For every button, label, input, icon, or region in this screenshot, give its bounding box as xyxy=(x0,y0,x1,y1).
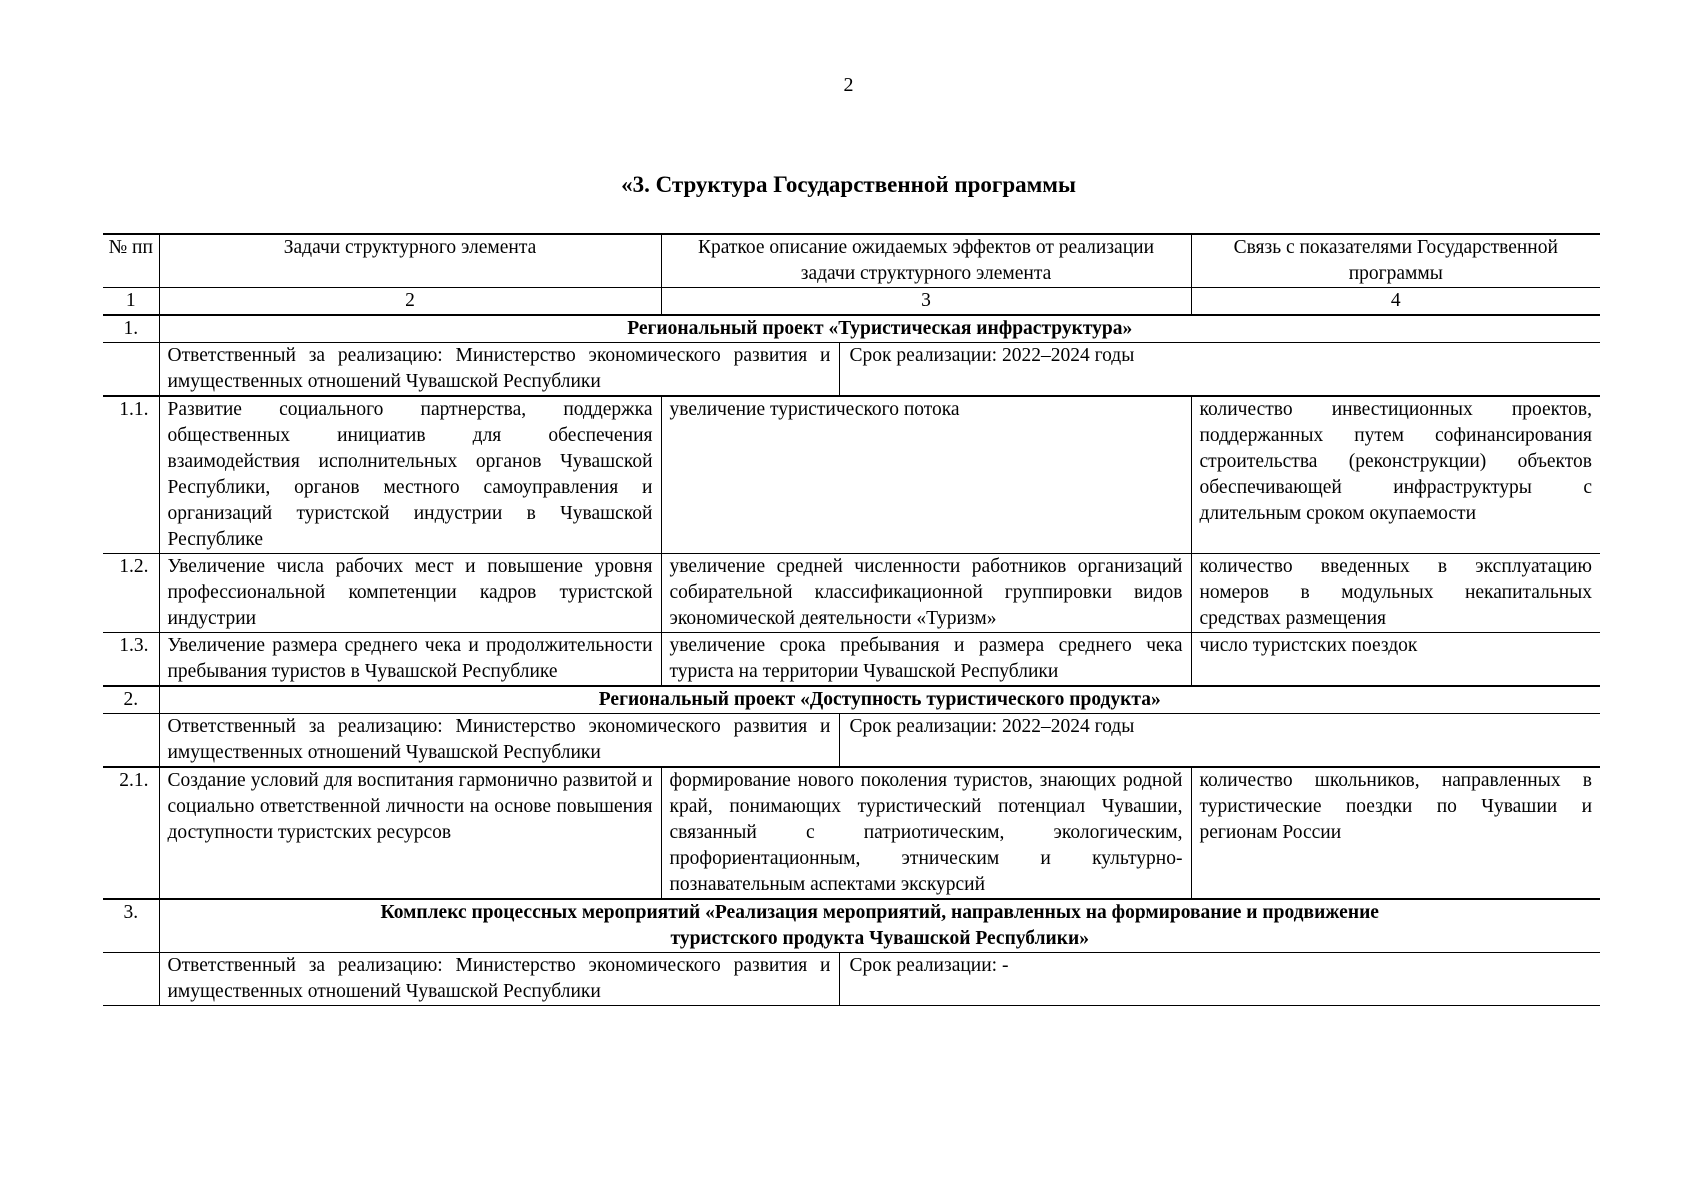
effect-text: увеличение туристического потока xyxy=(661,396,1191,554)
row-number: 1.3. xyxy=(103,633,159,687)
section-number: 3. xyxy=(103,899,159,953)
task-text: Создание условий для воспитания гармонично развитой и социально ответственной личности на основе повышения доступности туристских ресурсов xyxy=(159,767,661,899)
table-header-row xyxy=(103,234,1600,288)
task-text: Увеличение размера среднего чека и продолжительности пребывания туристов в Чувашской Республике xyxy=(159,633,661,687)
responsible-row xyxy=(103,343,1600,397)
task-text: Развитие социального партнерства, поддержка общественных инициатив для обеспечения взаимодействия исполнительных органов Чувашской Республики, органов местного самоуправления и организаций туристской индустрии в Чувашской Республике xyxy=(159,396,661,554)
responsible-cell xyxy=(159,953,1600,1006)
task-row xyxy=(103,767,1600,899)
section-number: 1. xyxy=(103,315,159,343)
term-text: Срок реализации: - xyxy=(849,955,1009,976)
effect-text: увеличение срока пребывания и размера среднего чека туриста на территории Чувашской Республики xyxy=(661,633,1191,687)
header-tasks: Задачи структурного элемента xyxy=(159,234,661,288)
document-title: «3. Структура Государственной программы xyxy=(621,172,1076,197)
task-row xyxy=(103,633,1600,687)
column-number: 3 xyxy=(661,288,1191,316)
section-number: 2. xyxy=(103,686,159,714)
responsible-row xyxy=(103,953,1600,1006)
section-row xyxy=(103,899,1600,953)
task-row xyxy=(103,396,1600,554)
effect-text: формирование нового поколения туристов, знающих родной край, понимающих туристический потенциал Чувашии, связанный с патриотическим, экологическим, профориентационным, этническим и культурно-познавательным аспектами экскурсий xyxy=(661,767,1191,899)
term-text: Срок реализации: 2022–2024 годы xyxy=(849,716,1135,737)
empty-cell xyxy=(103,953,159,1006)
header-num: № пп xyxy=(103,234,159,288)
page-number: 2 xyxy=(843,74,854,96)
indicator-text: количество инвестиционных проектов, поддержанных путем софинансирования строительства (реконструкции) объектов обеспечивающей инфраструктуры с длительным сроком окупаемости xyxy=(1191,396,1600,554)
responsible-text: Ответственный за реализацию: Министерство экономического развития и имущественных отношений Чувашской Республики xyxy=(160,714,840,766)
responsible-cell xyxy=(159,714,1600,768)
task-text: Увеличение числа рабочих мест и повышение уровня профессиональной компетенции кадров туристской индустрии xyxy=(159,554,661,633)
responsible-row xyxy=(103,714,1600,768)
column-number: 4 xyxy=(1191,288,1600,316)
empty-cell xyxy=(103,343,159,397)
structure-table xyxy=(103,233,1600,1006)
column-number: 2 xyxy=(159,288,661,316)
responsible-text: Ответственный за реализацию: Министерство экономического развития и имущественных отношений Чувашской Республики xyxy=(160,953,840,1005)
task-row xyxy=(103,554,1600,633)
section-row xyxy=(103,686,1600,714)
empty-cell xyxy=(103,714,159,768)
column-numbers-row xyxy=(103,288,1600,316)
section-title-line: туристского продукта Чувашской Республики» xyxy=(670,928,1089,949)
section-row xyxy=(103,315,1600,343)
section-title-line: Комплекс процессных мероприятий «Реализация мероприятий, направленных на формирование и продвижение xyxy=(380,902,1379,923)
section-title: Региональный проект «Доступность туристического продукта» xyxy=(159,686,1600,714)
row-number: 2.1. xyxy=(103,767,159,899)
section-title: Региональный проект «Туристическая инфраструктура» xyxy=(159,315,1600,343)
header-indicators: Связь с показателями Государственной программы xyxy=(1191,234,1600,288)
effect-text: увеличение средней численности работников организаций собирательной классификационной группировки видов экономической деятельности «Туризм» xyxy=(661,554,1191,633)
header-effects: Краткое описание ожидаемых эффектов от реализации задачи структурного элемента xyxy=(661,234,1191,288)
indicator-text: число туристских поездок xyxy=(1191,633,1600,687)
indicator-text: количество школьников, направленных в туристические поездки по Чувашии и регионам России xyxy=(1191,767,1600,899)
indicator-text: количество введенных в эксплуатацию номеров в модульных некапитальных средствах размещения xyxy=(1191,554,1600,633)
term-text: Срок реализации: 2022–2024 годы xyxy=(849,345,1135,366)
responsible-text: Ответственный за реализацию: Министерство экономического развития и имущественных отношений Чувашской Республики xyxy=(160,343,840,395)
column-number: 1 xyxy=(103,288,159,316)
responsible-cell xyxy=(159,343,1600,397)
row-number: 1.1. xyxy=(103,396,159,554)
section-title xyxy=(159,899,1600,953)
row-number: 1.2. xyxy=(103,554,159,633)
